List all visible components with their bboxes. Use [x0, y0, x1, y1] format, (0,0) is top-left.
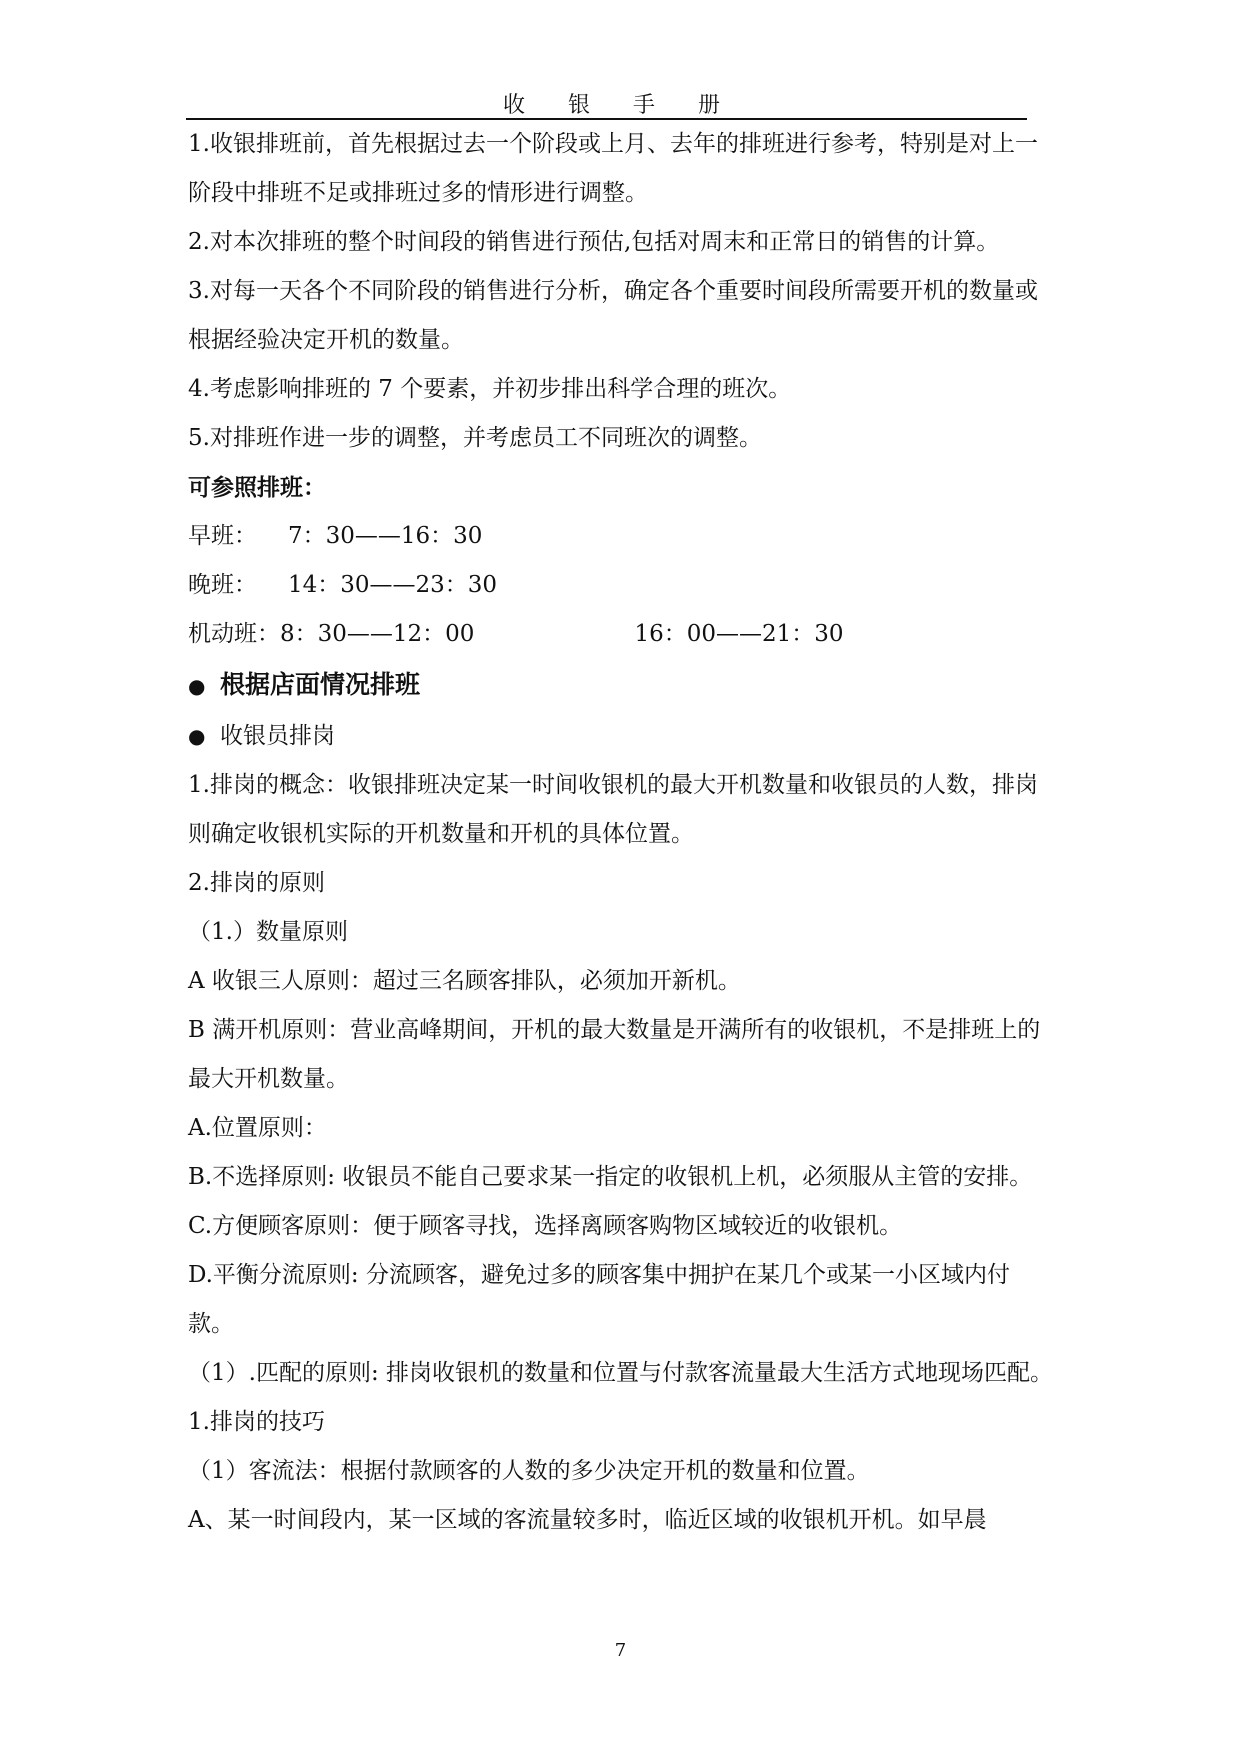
- reference-heading: 可参照排班：: [188, 474, 326, 501]
- flex-shift-row: [188, 610, 1054, 659]
- shift-time: 16：00——21：30: [634, 621, 844, 647]
- shift-label: 机动班：: [188, 621, 280, 647]
- paragraph: D.平衡分流原则: 分流顾客，避免过多的顾客集中拥护在某几个或某一小区域内付款。: [188, 1262, 1010, 1337]
- bullet-icon: ●: [188, 724, 206, 748]
- paragraph: A 收银三人原则：超过三名顾客排队，必须加开新机。: [188, 968, 741, 994]
- shift-time: 7：30——16：30: [288, 523, 483, 549]
- paragraph: 2.对本次排班的整个时间段的销售进行预估,包括对周末和正常日的销售的计算。: [188, 229, 1000, 255]
- paragraph: B 满开机原则：营业高峰期间，开机的最大数量是开满所有的收银机，不是排班上的最大开机数量。: [188, 1017, 1041, 1092]
- paragraph: 4.考虑影响排班的 7 个要素，并初步排出科学合理的班次。: [188, 376, 792, 402]
- paragraph: A、某一时间段内，某一区域的客流量较多时，临近区域的收银机开机。如早晨: [188, 1507, 987, 1533]
- shift-row: [188, 512, 1054, 561]
- paragraph: 5.对排班作进一步的调整，并考虑员工不同班次的调整。: [188, 425, 762, 451]
- shift-label: 晚班：: [188, 572, 257, 598]
- shift-time: 8：30——12：00: [280, 621, 475, 647]
- paragraph: 2.排岗的原则: [188, 870, 325, 896]
- paragraph: （1）客流法：根据付款顾客的人数的多少决定开机的数量和位置。: [188, 1458, 870, 1484]
- page-number: 7: [614, 1640, 627, 1661]
- paragraph: 1.排岗的技巧: [188, 1409, 325, 1435]
- paragraph: 1.收银排班前，首先根据过去一个阶段或上月、去年的排班进行参考，特别是对上一阶段中排班不足或排班过多的情形进行调整。: [188, 131, 1038, 206]
- paragraph: A.位置原则：: [188, 1115, 327, 1141]
- section-heading-text: 根据店面情况排班: [220, 670, 421, 699]
- section-heading: [188, 659, 1054, 712]
- paragraph: 1.排岗的概念：收银排班决定某一时间收银机的最大开机数量和收银员的人数，排岗则确定收银机实际的开机数量和开机的具体位置。: [188, 772, 1038, 847]
- paragraph: B.不选择原则: 收银员不能自己要求某一指定的收银机上机，必须服从主管的安排。: [188, 1164, 1033, 1190]
- paragraph: （1）.匹配的原则: 排岗收银机的数量和位置与付款客流量最大生活方式地现场匹配。: [188, 1360, 1054, 1386]
- shift-time: 14：30——23：30: [288, 572, 498, 598]
- shift-row: [188, 561, 1054, 610]
- sub-heading: [188, 712, 1054, 761]
- shift-label: 早班：: [188, 523, 257, 549]
- sub-heading-text: 收银员排岗: [220, 723, 335, 749]
- document-body: [188, 120, 1054, 1545]
- bullet-icon: ●: [188, 674, 206, 698]
- paragraph: （1.）数量原则: [188, 919, 348, 945]
- paragraph: 3.对每一天各个不同阶段的销售进行分析，确定各个重要时间段所需要开机的数量或根据经验决定开机的数量。: [188, 278, 1038, 353]
- page-header: 收 银 手 册: [503, 93, 738, 118]
- paragraph: C.方便顾客原则：便于顾客寻找，选择离顾客购物区域较近的收银机。: [188, 1213, 903, 1239]
